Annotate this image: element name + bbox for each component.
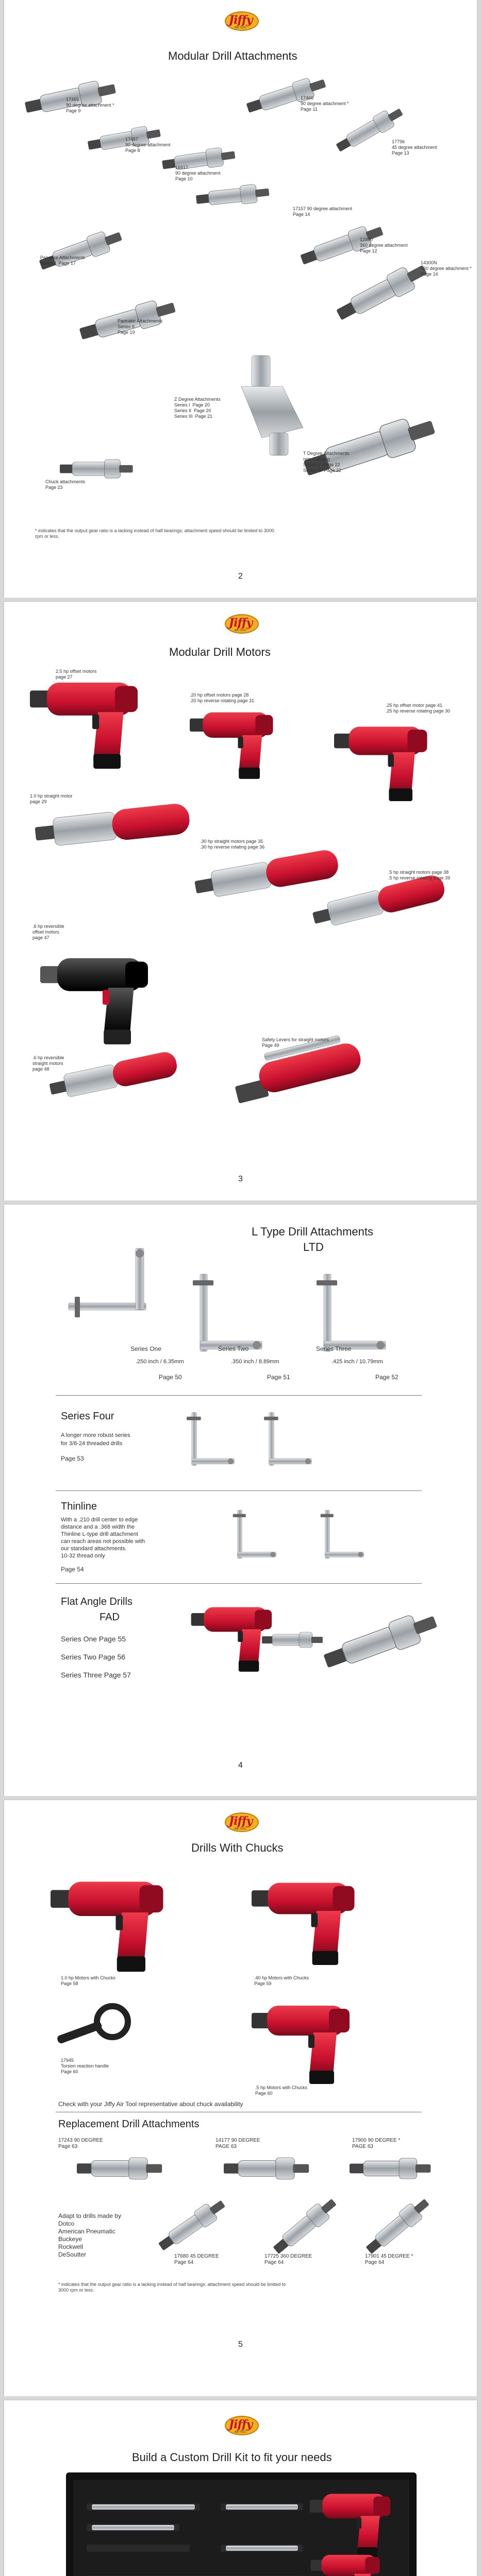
replacement-17900-page: PAGE 63: [352, 2144, 373, 2149]
ltd-series-one-page: Page 50: [159, 1374, 182, 1381]
label-17465: 17465 90 degree attachment * Page 9: [66, 97, 114, 113]
replacement-17243-image: [76, 2150, 164, 2197]
jiffy-logo: Jiffy AIR TOOL: [221, 2414, 261, 2437]
replacement-heading: Replacement Drill Attachments: [58, 2119, 200, 2130]
label-t-degree: T Degree Attachments non-indexing Series II Page 22 Series III Page 22: [303, 451, 350, 473]
page-title: Drills With Chucks: [191, 1841, 284, 1854]
label-17466: 17466 90 degree attachment * Page 11: [301, 95, 349, 112]
replacement-17680-image: [159, 2202, 246, 2259]
label-17157: 17157 90 degree attachment Page 14: [293, 206, 353, 217]
label-straight-motor-30hp: .30 hp straight motors page 35 .30 hp reverse rotating page 36: [200, 839, 265, 850]
drill-kit-case-image: [66, 2472, 417, 2576]
catalog-page-3: [4, 602, 477, 1200]
replacement-14177-code: 14177 90 DEGREE: [215, 2138, 260, 2143]
ltd-series-two-spec: .350 inch / 8.89mm: [231, 1359, 279, 1365]
ltd-series-one-name: Series One: [130, 1345, 162, 1352]
label-17467: 17467 90 degree attachment Page 8: [125, 137, 171, 153]
label-reversible-offset-motor: .6 hp reversible offset motors page 47: [32, 924, 64, 940]
replacement-17725-image: [272, 2202, 360, 2259]
label-14300N: 14300N 360 degree attachment * Page 14: [421, 260, 472, 277]
page-divider: [0, 598, 481, 602]
page-title: Modular Drill Attachments: [168, 49, 297, 62]
replacement-17901-code: 17901 45 DEGREE *: [365, 2253, 413, 2259]
catalog-page-2: [4, 0, 477, 598]
fad-heading-2: FAD: [99, 1612, 120, 1623]
replacement-14177-page: PAGE 63: [215, 2144, 237, 2149]
series-four-image: [185, 1405, 339, 1483]
ltd-series-three-name: Series Three: [316, 1345, 352, 1352]
jiffy-logo: Jiffy AIR TOOL: [221, 612, 261, 636]
reversible-offset-motor-image: [40, 947, 154, 1050]
offset-motor-25hp-image: [334, 710, 432, 813]
ltd-series-two-name: Series Two: [218, 1345, 249, 1352]
adapt-list: Adapt to drills made by Dotco American Pneumatic Buckeye Rockwell DeSoutter: [58, 2212, 122, 2258]
replacement-17725-page: Page 64: [264, 2260, 284, 2265]
page-number: 4: [238, 1761, 243, 1770]
fad-heading-1: Flat Angle Drills: [61, 1596, 132, 1607]
page-footnote: * indicates that the output gear ratio is a lacking instead of half bearings; attachment speed should be limited to 3000 rpm or less.: [58, 2282, 286, 2293]
ltd-series-one-spec: .250 inch / 6.35mm: [136, 1359, 184, 1365]
ltd-series-two-page: Page 51: [267, 1374, 290, 1381]
replacement-17901-image: [365, 2202, 453, 2259]
label-pancake-2: Pancake Attachments Series II Page 19: [118, 318, 163, 335]
page-number: 2: [238, 572, 243, 581]
series-four-heading: Series Four: [61, 1411, 114, 1422]
section-rule: [56, 1583, 422, 1584]
replacement-17680-page: Page 64: [174, 2260, 194, 2265]
label-z-degree: Z Degree Attachments Series I Page 20 Series II Page 20 Series III Page 21: [174, 397, 221, 419]
ltd-series-two-image: [190, 1266, 293, 1369]
label-chuck-drill-5hp: .5 hp Motors with Chucks Page 60: [255, 2085, 308, 2096]
replacement-17243-code: 17243 90 DEGREE: [58, 2138, 103, 2143]
attachment-17157-image: [174, 180, 293, 216]
label-reversible-straight-motor: .6 hp reversible straight motors page 48: [32, 1055, 64, 1072]
ltd-series-one-image: [71, 1220, 174, 1318]
thinline-desc: With a .210 drill center to edge distance and a .368 width the Thinline L-type drill attachment can reach areas not possible with our standard attachments. 10-32 thread only: [61, 1517, 145, 1559]
page-divider: [0, 1200, 481, 1205]
page-title-line-2: LTD: [303, 1241, 324, 1253]
page-divider: [0, 2396, 481, 2400]
page-title: Modular Drill Motors: [169, 646, 271, 658]
label-16917: 16917 90 degree attachment Page 10: [175, 165, 221, 181]
torsion-handle-image: [56, 2001, 133, 2047]
page-number: 3: [238, 1175, 243, 1183]
replacement-17243-page: Page 63: [58, 2144, 78, 2149]
catalog-page-4: [4, 1205, 477, 1796]
label-offset-motor-25hp: .25 hp offset motor page 41 .25 hp reverse rotating page 30: [386, 703, 451, 714]
fad-series-two: Series Two Page 56: [61, 1653, 126, 1661]
label-pancake-1: Pancake Attachments Series I Page 17: [40, 255, 86, 266]
replacement-17900-image: [350, 2150, 432, 2197]
ltd-series-three-page: Page 52: [375, 1374, 399, 1381]
catalog-page-5: [4, 1800, 477, 2396]
label-chuck-drill-1hp: 1.0 hp Motors with Chucks Page 58: [61, 1975, 116, 1986]
series-four-desc: A longer more robust series for 3/8-24 threaded drills: [61, 1432, 130, 1447]
section-rule: [56, 1490, 422, 1491]
fad-attachment-image: [324, 1612, 447, 1679]
ltd-series-three-image: [313, 1266, 417, 1369]
straight-motor-1hp-image: [35, 803, 190, 849]
label-straight-motor-1hp: 1.0 hp straight motor page 29: [30, 793, 73, 804]
label-safety-lever: Safety Levers for straight motors Page 49: [262, 1037, 329, 1048]
label-12800: 12800 360 degree attachment Page 12: [360, 237, 408, 253]
replacement-17680-code: 17680 45 DEGREE: [174, 2253, 219, 2259]
jiffy-logo: Jiffy AIR TOOL: [221, 9, 261, 33]
thinline-page: Page 54: [61, 1566, 84, 1573]
series-four-page: Page 53: [61, 1455, 84, 1462]
thinline-heading: Thinline: [61, 1501, 97, 1512]
chuck-drill-5hp-image: [252, 1998, 355, 2086]
replacement-14177-image: [221, 2150, 313, 2197]
fad-series-three: Series Three Page 57: [61, 1671, 131, 1679]
label-offset-motor-2-5hp: 2.5 hp offset motors page 27: [56, 669, 97, 680]
page-divider: [0, 1796, 481, 1800]
label-chuck-drill-40hp: .40 hp Motors with Chucks Page 59: [254, 1975, 309, 1986]
replacement-17725-code: 17725 360 DEGREE: [264, 2253, 312, 2259]
replacement-17900-code: 17900 90 DEGREE *: [352, 2138, 401, 2143]
label-torsion-handle: 17945 Torsion reaction handle Page 60: [61, 2058, 109, 2074]
fad-drill-image: [190, 1601, 324, 1689]
label-straight-motor-5hp: .5 hp straight motors page 38 .5 hp reverse rotating page 39: [388, 870, 451, 880]
chuck-drill-40hp-image: [252, 1872, 360, 1970]
chuck-drill-1hp-image: [51, 1872, 169, 1975]
page-title-line-1: L Type Drill Attachments: [252, 1225, 373, 1238]
fad-series-one: Series One Page 55: [61, 1635, 126, 1643]
replacement-17901-page: Page 64: [365, 2260, 385, 2265]
offset-motor-2-5hp-image: [30, 674, 143, 772]
label-chuck-attachments: Chuck attachments Page 23: [45, 479, 86, 490]
page-title: Build a Custom Drill Kit to fit your needs: [132, 2451, 332, 2464]
thinline-image: [231, 1503, 386, 1575]
label-offset-motor-20hp: .20 hp offset motors page 28 .20 hp reverse rotating page 31: [190, 692, 255, 703]
chuck-availability-note: Check with your Jiffy Air Tool representative about chuck availability: [58, 2100, 243, 2108]
section-rule: [56, 1395, 422, 1396]
offset-motor-20hp-image: [190, 705, 277, 782]
page-number: 5: [238, 2340, 243, 2349]
label-17796: 17796 45 degree attachment Page 13: [392, 139, 437, 156]
reversible-straight-motor-image: [51, 1055, 179, 1112]
page-footnote: * indicates that the output gear ratio is a lacking instead of half bearings; attachment speed should be limited to 3000 rpm or less.: [35, 528, 274, 539]
catalog-page-6: [4, 2400, 477, 2576]
jiffy-logo: Jiffy AIR TOOL: [221, 1810, 261, 1834]
straight-motor-5hp-image: [313, 880, 458, 937]
ltd-series-three-spec: .425 inch / 10.79mm: [331, 1359, 383, 1365]
